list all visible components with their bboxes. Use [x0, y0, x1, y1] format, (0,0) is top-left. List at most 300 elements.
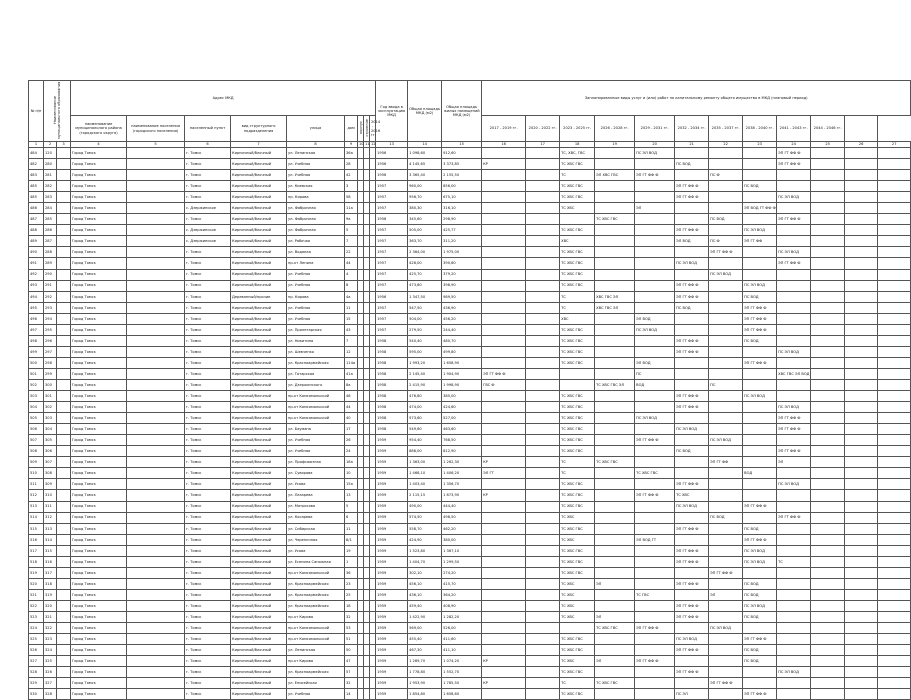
plan-cell — [526, 335, 560, 346]
row-number: 518 — [29, 556, 44, 567]
municipality: Город Томск — [71, 523, 127, 534]
row-id: 295 — [44, 324, 57, 335]
plan-cell — [595, 589, 635, 600]
plan-cell — [595, 258, 635, 269]
structure-type: Кирпичный/блочный — [231, 192, 287, 203]
plan-cell: ТС ХВС ГВС — [560, 192, 595, 203]
plan-cell — [845, 181, 878, 192]
settlement — [127, 148, 185, 159]
plan-cell: ПС ВОД — [743, 611, 777, 622]
row-id: 292 — [44, 291, 57, 302]
plan-cell — [845, 667, 878, 678]
plan-cell: ТС ХВС ГВС — [560, 501, 595, 512]
settlement — [127, 313, 185, 324]
plan-cell — [743, 413, 777, 424]
row-id: 328 — [44, 689, 57, 700]
row-blank — [57, 203, 71, 214]
plan-cell — [526, 578, 560, 589]
plan-cell: ХВС ГВС ЭЛ — [595, 291, 635, 302]
plan-cell: ПС — [709, 379, 743, 390]
plan-cell: ТС ХВС ГВС — [560, 667, 595, 678]
plan-cell — [777, 357, 811, 368]
row-id: 307 — [44, 457, 57, 468]
plan-cell — [595, 192, 635, 203]
plan-cell — [878, 225, 911, 236]
year-built: 1959 — [376, 468, 408, 479]
plan-cell — [482, 391, 526, 402]
plan-cell — [482, 291, 526, 302]
locality: г. Томск — [185, 302, 231, 313]
plan-cell — [845, 236, 878, 247]
plan-cell: ЭП ГТ ФФ Ф — [777, 148, 811, 159]
plan-cell — [595, 479, 635, 490]
plan-cell: ПС ЭЛ ВОД — [743, 225, 777, 236]
column-number: 6 — [185, 142, 231, 148]
year-built: 1956 — [376, 291, 408, 302]
living-area: 1 552,70 — [442, 667, 482, 678]
plan-cell — [526, 170, 560, 181]
table-row — [29, 435, 911, 446]
plan-cell: ПС — [635, 368, 675, 379]
plan-cell — [675, 678, 709, 689]
plan-cell — [709, 556, 743, 567]
locality: г. Томск — [185, 357, 231, 368]
header-plan-group: Запланированные виды услуг и (или) работ по капитальному ремонту общего имущества в МКД (плановый период) — [482, 81, 911, 116]
structure-type: Кирпичный/блочный — [231, 379, 287, 390]
year-built: 1958 — [376, 379, 408, 390]
settlement — [127, 512, 185, 523]
table-row — [29, 578, 911, 589]
living-area: 444,40 — [442, 501, 482, 512]
structure-type: Кирпичный/блочный — [231, 225, 287, 236]
row-id: 280 — [44, 159, 57, 170]
plan-cell: ТС ХВС ГВС — [560, 269, 595, 280]
plan-cell — [526, 159, 560, 170]
municipality: Город Томск — [71, 247, 127, 258]
row-id: 297 — [44, 346, 57, 357]
plan-cell: ГВС Ф — [482, 379, 526, 390]
plan-cell — [635, 567, 675, 578]
plan-cell — [526, 258, 560, 269]
plan-cell — [743, 490, 777, 501]
house-number: 22 — [345, 247, 358, 258]
plan-cell — [777, 379, 811, 390]
plan-cell — [482, 446, 526, 457]
street: ул. Ленинская — [287, 645, 345, 656]
plan-cell — [482, 236, 526, 247]
row-blank — [57, 523, 71, 534]
plan-cell: ТС ХВС ГВС — [560, 324, 595, 335]
row-number: 524 — [29, 623, 44, 634]
street: пр-кт Комсомольский — [287, 391, 345, 402]
year-built: 1959 — [376, 667, 408, 678]
plan-cell: ПС ВОД — [743, 523, 777, 534]
row-id: 305 — [44, 435, 57, 446]
year-built: 1959 — [376, 556, 408, 567]
plan-cell: ПС ВОД — [743, 181, 777, 192]
settlement — [127, 291, 185, 302]
plan-cell: ЭП ГТ ФФ Ф — [743, 534, 777, 545]
table-row — [29, 623, 911, 634]
street: ул. Фабричная — [287, 225, 345, 236]
plan-cell — [878, 269, 911, 280]
table-row — [29, 192, 911, 203]
plan-cell — [743, 479, 777, 490]
plan-cell — [482, 335, 526, 346]
row-blank — [57, 181, 71, 192]
plan-cell — [811, 556, 845, 567]
row-blank — [57, 490, 71, 501]
plan-cell — [845, 402, 878, 413]
plan-cell — [595, 446, 635, 457]
plan-cell — [675, 269, 709, 280]
column-number: 19 — [595, 142, 635, 148]
total-area: 1 347,50 — [408, 291, 442, 302]
table-row — [29, 424, 911, 435]
plan-cell: КР — [482, 457, 526, 468]
plan-cell — [845, 302, 878, 313]
settlement — [127, 689, 185, 700]
plan-cell: ЭП ГТ ФФ Ф — [777, 159, 811, 170]
locality: г. Томск — [185, 479, 231, 490]
living-area: 385,00 — [442, 391, 482, 402]
plan-cell — [811, 678, 845, 689]
plan-cell — [635, 424, 675, 435]
plan-cell — [811, 269, 845, 280]
municipality: Город Томск — [71, 413, 127, 424]
locality: г. Томск — [185, 291, 231, 302]
row-id: 318 — [44, 578, 57, 589]
plan-cell — [743, 368, 777, 379]
plan-cell — [526, 247, 560, 258]
plan-cell — [526, 269, 560, 280]
plan-cell — [526, 236, 560, 247]
table-row — [29, 634, 911, 645]
locality: г. Томск — [185, 446, 231, 457]
row-number: 500 — [29, 357, 44, 368]
plan-cell — [526, 468, 560, 479]
plan-cell — [811, 280, 845, 291]
living-area: 812,90 — [442, 446, 482, 457]
total-area: 428,00 — [408, 258, 442, 269]
settlement — [127, 269, 185, 280]
plan-cell — [595, 335, 635, 346]
total-area: 569,00 — [408, 623, 442, 634]
street: ул. Баумана — [287, 424, 345, 435]
plan-cell — [635, 302, 675, 313]
plan-cell — [709, 225, 743, 236]
row-blank — [57, 159, 71, 170]
row-number: 484 — [29, 148, 44, 159]
house-number: 36 — [345, 567, 358, 578]
plan-cell — [482, 313, 526, 324]
row-id: 290 — [44, 269, 57, 280]
year-built: 1959 — [376, 634, 408, 645]
plan-cell — [811, 689, 845, 700]
row-blank — [57, 148, 71, 159]
row-id: 284 — [44, 203, 57, 214]
house-number: 57 — [345, 667, 358, 678]
column-number: 10 — [359, 142, 364, 147]
plan-cell — [811, 468, 845, 479]
plan-cell — [845, 567, 878, 578]
living-area: 1 873,90 — [442, 490, 482, 501]
settlement — [127, 446, 185, 457]
locality: с. Дзержинское — [185, 203, 231, 214]
plan-cell: ТС — [560, 457, 595, 468]
settlement — [127, 346, 185, 357]
year-built: 1959 — [376, 457, 408, 468]
plan-cell: ПС ЭЛ ВОД — [777, 667, 811, 678]
street: ул. Есенина Сапожная — [287, 556, 345, 567]
plan-cell: ЭЛ — [595, 578, 635, 589]
plan-cell — [675, 379, 709, 390]
plan-cell — [635, 446, 675, 457]
street: ул. Профсоюзная — [287, 457, 345, 468]
year-built: 1959 — [376, 567, 408, 578]
plan-cell — [878, 203, 911, 214]
plan-cell — [709, 203, 743, 214]
plan-cell — [743, 457, 777, 468]
locality: г. Томск — [185, 214, 231, 225]
plan-cell — [482, 247, 526, 258]
plan-cell: ПС ЭЛ ВОД — [675, 258, 709, 269]
table-row — [29, 413, 911, 424]
settlement — [127, 479, 185, 490]
plan-cell — [777, 578, 811, 589]
table-row — [29, 170, 911, 181]
column-number: 13 — [376, 142, 408, 148]
plan-cell: ЭП ГТ ФФ Ф — [675, 545, 709, 556]
plan-cell: ПС ВОД — [709, 512, 743, 523]
plan-cell — [635, 667, 675, 678]
row-blank — [57, 258, 71, 269]
living-area: 411,60 — [442, 634, 482, 645]
structure-type: Кирпичный/блочный — [231, 567, 287, 578]
plan-cell: ПС ВОД — [743, 335, 777, 346]
plan-cell: ЭП ГТ ФФ Ф — [777, 446, 811, 457]
plan-cell — [595, 523, 635, 534]
locality: г. Томск — [185, 678, 231, 689]
plan-cell: ТС ХВС ГВС — [560, 446, 595, 457]
plan-cell — [878, 181, 911, 192]
municipality: Город Томск — [71, 391, 127, 402]
plan-cell — [878, 302, 911, 313]
plan-cell — [878, 368, 911, 379]
structure-type: Кирпичный/блочный — [231, 678, 287, 689]
plan-cell: ТС — [560, 302, 595, 313]
plan-cell — [595, 424, 635, 435]
plan-cell: ЭП ГТ ФФ Ф — [675, 346, 709, 357]
plan-cell: ТС ХВС ГВС — [560, 413, 595, 424]
total-area: 1 778,80 — [408, 667, 442, 678]
plan-cell — [811, 368, 845, 379]
column-number: 18 — [560, 142, 595, 148]
header-locality: населенный пункт — [185, 116, 231, 142]
row-blank — [57, 567, 71, 578]
row-id: 301 — [44, 391, 57, 402]
plan-cell — [595, 313, 635, 324]
municipality: Город Томск — [71, 225, 127, 236]
structure-type: Кирпичный/блочный — [231, 435, 287, 446]
table-row — [29, 402, 911, 413]
structure-type: Кирпичный/блочный — [231, 424, 287, 435]
row-blank — [57, 645, 71, 656]
plan-cell: ЭЛ — [595, 611, 635, 622]
row-number: 517 — [29, 545, 44, 556]
plan-cell: ТС ХВС — [560, 578, 595, 589]
plan-cell — [811, 424, 845, 435]
plan-cell — [595, 357, 635, 368]
plan-cell — [595, 556, 635, 567]
plan-cell — [709, 578, 743, 589]
plan-cell — [482, 424, 526, 435]
settlement — [127, 589, 185, 600]
year-built: 1958 — [376, 357, 408, 368]
row-blank — [57, 302, 71, 313]
settlement — [127, 534, 185, 545]
municipality: Город Томск — [71, 589, 127, 600]
house-number: 13 — [345, 490, 358, 501]
column-number: 7 — [231, 142, 287, 148]
plan-cell — [845, 258, 878, 269]
plan-cell — [482, 413, 526, 424]
plan-cell: ВОД — [635, 379, 675, 390]
living-area: 1 262,30 — [442, 457, 482, 468]
plan-cell — [595, 203, 635, 214]
plan-cell — [635, 225, 675, 236]
street: пр-кт Комсомольский — [287, 567, 345, 578]
plan-cell: ЭП ГТ ФФ Ф — [482, 368, 526, 379]
street: ул. Киевская — [287, 181, 345, 192]
plan-cell — [675, 512, 709, 523]
structure-type: Кирпичный/блочный — [231, 214, 287, 225]
column-number: 22 — [709, 142, 743, 148]
row-number: 501 — [29, 368, 44, 379]
locality: г. Томск — [185, 402, 231, 413]
plan-cell — [482, 203, 526, 214]
plan-cell — [878, 159, 911, 170]
plan-cell — [635, 247, 675, 258]
row-id: 327 — [44, 678, 57, 689]
plan-cell — [482, 280, 526, 291]
living-area: 316,10 — [442, 203, 482, 214]
year-built: 1957 — [376, 280, 408, 291]
settlement — [127, 192, 185, 203]
plan-cell: ТС ХВС ГВС — [560, 689, 595, 700]
plan-cell — [526, 534, 560, 545]
plan-cell — [482, 357, 526, 368]
plan-cell — [482, 589, 526, 600]
settlement — [127, 214, 185, 225]
living-area: 527,00 — [442, 413, 482, 424]
plan-cell — [845, 324, 878, 335]
living-area: 1 658,90 — [442, 357, 482, 368]
plan-cell — [811, 457, 845, 468]
settlement — [127, 335, 185, 346]
living-area: 1 998,90 — [442, 379, 482, 390]
plan-cell — [777, 391, 811, 402]
row-blank — [57, 225, 71, 236]
locality: г. Томск — [185, 324, 231, 335]
plan-cell: ПС ЭЛ ВОД — [743, 556, 777, 567]
plan-cell: ЭП ГТ ФФ Ф — [777, 214, 811, 225]
plan-cell: ПС ВОД — [709, 214, 743, 225]
plan-cell — [526, 181, 560, 192]
plan-cell — [482, 402, 526, 413]
plan-cell: ЭП ГТ ФФ Ф — [743, 357, 777, 368]
table-row — [29, 214, 911, 225]
plan-cell — [635, 391, 675, 402]
row-blank — [57, 247, 71, 258]
total-area: 2 115,15 — [408, 490, 442, 501]
house-number: 41а — [345, 368, 358, 379]
total-area: 380,30 — [408, 203, 442, 214]
living-area: 390,60 — [442, 258, 482, 269]
row-blank — [57, 435, 71, 446]
row-number: 487 — [29, 214, 44, 225]
municipality: Город Томск — [71, 291, 127, 302]
row-blank — [57, 357, 71, 368]
street: ул. Пролетарская — [287, 324, 345, 335]
living-area: 1 356,70 — [442, 479, 482, 490]
column-number: 16 — [482, 142, 526, 148]
plan-cell: ЭП ГТ ФФ Ф — [675, 335, 709, 346]
plan-cell — [526, 346, 560, 357]
row-blank — [57, 634, 71, 645]
living-area: 498,50 — [442, 512, 482, 523]
total-area: 1 289,70 — [408, 656, 442, 667]
plan-cell — [777, 611, 811, 622]
structure-type: Кирпичный/блочный — [231, 689, 287, 700]
plan-cell — [635, 689, 675, 700]
plan-cell — [811, 634, 845, 645]
plan-cell — [675, 357, 709, 368]
plan-cell — [526, 280, 560, 291]
structure-type: Кирпичный/блочный — [231, 534, 287, 545]
plan-cell — [526, 523, 560, 534]
plan-cell: ТС ХВС ГВС — [635, 468, 675, 479]
year-built: 1956 — [376, 159, 408, 170]
plan-cell — [878, 512, 911, 523]
structure-type: Кирпичный/блочный — [231, 611, 287, 622]
plan-cell: ЭП ГТ ФФ Ф — [635, 623, 675, 634]
plan-cell: ПС ЭЛ ВОД — [675, 501, 709, 512]
living-area: 1 785,50 — [442, 678, 482, 689]
row-blank — [57, 545, 71, 556]
locality: г. Томск — [185, 379, 231, 390]
row-blank — [57, 457, 71, 468]
settlement — [127, 280, 185, 291]
row-number: 513 — [29, 501, 44, 512]
plan-cell: ТС ХВС ГВС — [560, 490, 595, 501]
plan-cell: ЭП ГТ ФФ Ф — [675, 479, 709, 490]
house-number: 8а — [345, 379, 358, 390]
settlement — [127, 424, 185, 435]
total-area: 456,10 — [408, 578, 442, 589]
row-number: 490 — [29, 247, 44, 258]
locality: г. Томск — [185, 523, 231, 534]
header-building-text: строение — [365, 119, 370, 137]
plan-cell — [482, 600, 526, 611]
structure-type: Кирпичный/блочный — [231, 170, 287, 181]
plan-cell — [878, 379, 911, 390]
house-number: 47 — [345, 656, 358, 667]
plan-cell: ТС ХВС ГВС — [560, 159, 595, 170]
row-number: 511 — [29, 479, 44, 490]
row-id: 313 — [44, 523, 57, 534]
municipality: Город Томск — [71, 556, 127, 567]
